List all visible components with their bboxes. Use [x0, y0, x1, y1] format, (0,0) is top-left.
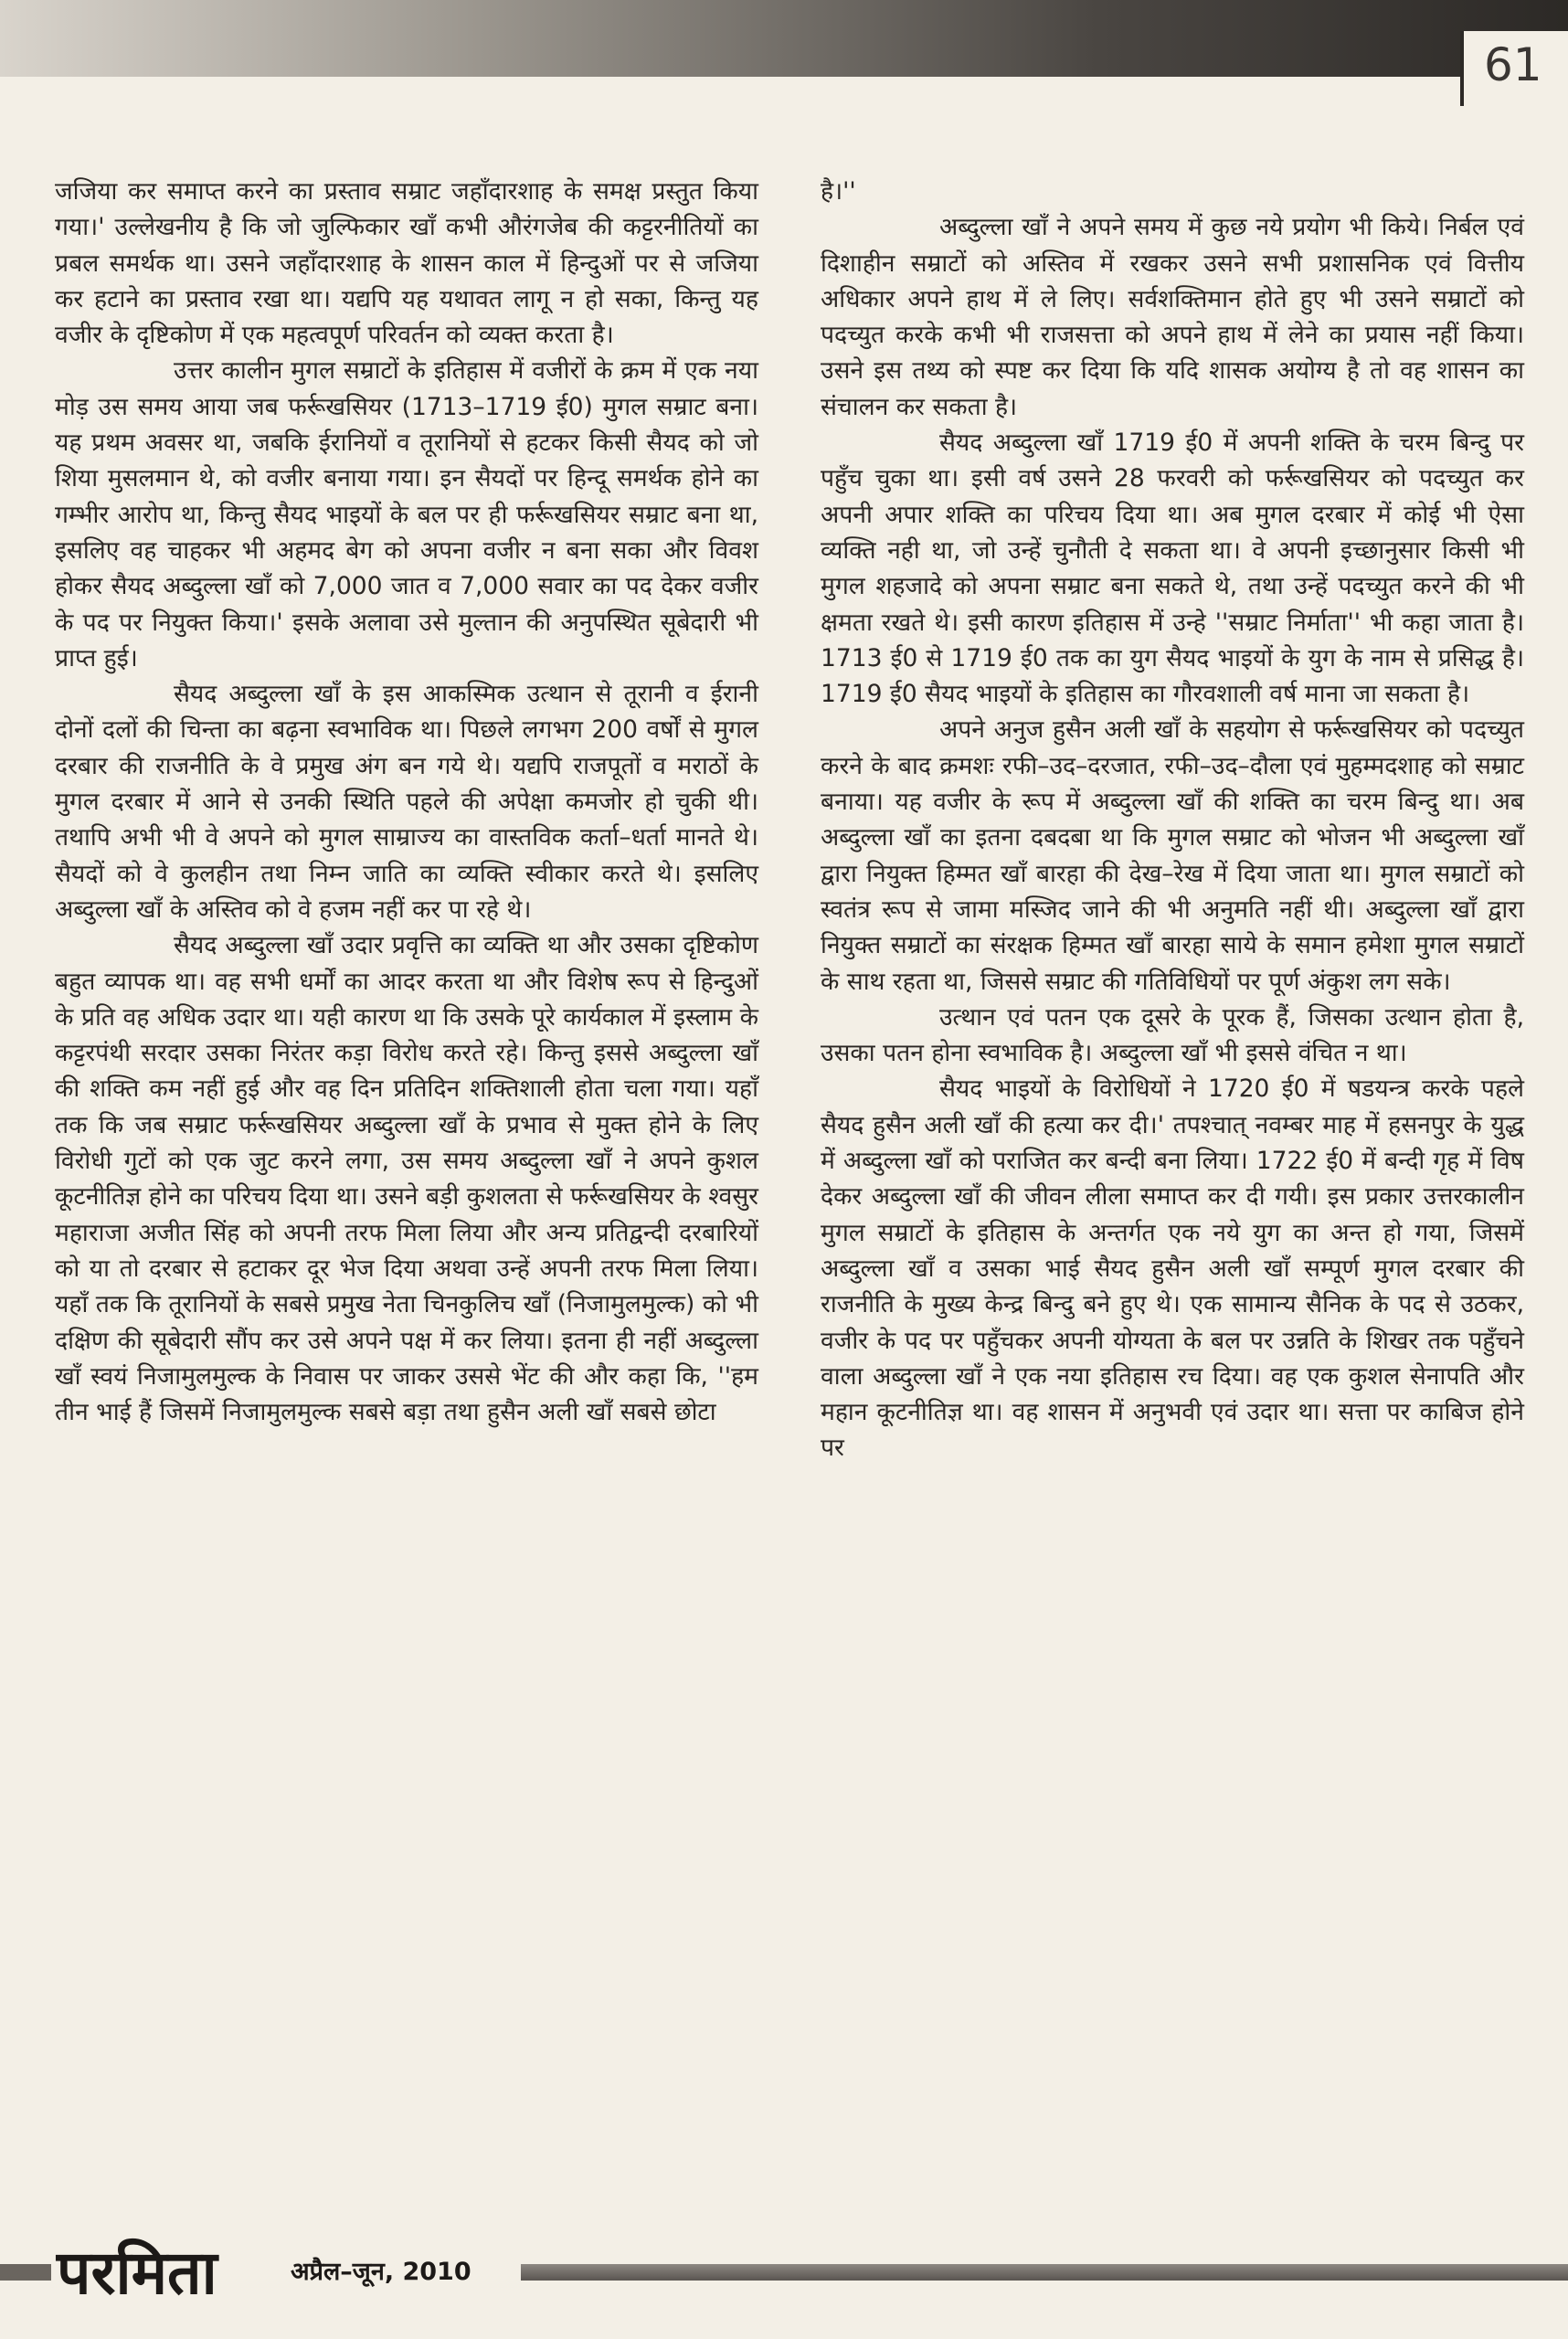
paragraph: अपने अनुज हुसैन अली खाँ के सहयोग से फर्रूखसियर को पदच्युत करने के बाद क्रमशः रफी–उद–दरजात, रफी–उद–दौला एवं मुहम्मदशाह को सम्राट बनाया। यह वजीर के रूप में अब्दुल्ला खाँ की शक्ति का चरम बिन्दु था। अब अब्दुल्ला खाँ का इतना दबदबा था कि मुगल सम्राट को भोजन भी अब्दुल्ला खाँ द्वारा नियुक्त हिम्मत खाँ बारहा की देख–रेख में दिया जाता था। मुगल सम्राटों को स्वतंत्र रूप से जामा मस्जिद जाने की भी अनुमति नहीं थी। अब्दुल्ला खाँ द्वारा नियुक्त सम्राटों का संरक्षक हिम्मत खाँ बारहा साये के समान हमेशा मुगल सम्राटों के साथ रहता था, जिससे सम्राट की गतिविधियों पर पूर्ण अंकुश लग सके।: [821, 715, 1524, 996]
journal-masthead: परमिता: [57, 2238, 217, 2308]
paragraph: सैयद भाइयों के विरोधियों ने 1720 ई0 में षडयन्त्र करके पहले सैयद हुसैन अली खाँ की हत्या कर दी।' तपश्चात् नवम्बर माह में हसनपुर के युद्ध में अब्दुल्ला खाँ को पराजित कर बन्दी बना लिया। 1722 ई0 में बन्दी गृह में विष देकर अब्दुल्ला खाँ की जीवन लीला समाप्त कर दी गयी। इस प्रकार उत्तरकालीन मुगल सम्राटों के इतिहास के अन्तर्गत एक नये युग का अन्त हो गया, जिसमें अब्दुल्ला खाँ व उसका भाई सैयद हुसैन अली खाँ सम्पूर्ण मुगल दरबार की राजनीति के मुख्य केन्द्र बिन्दु बने हुए थे। एक सामान्य सैनिक के पद से उठकर, वजीर के पद पर पहुँचकर अपनी योग्यता के बल पर उन्नति के शिखर तक पहुँचने वाला अब्दुल्ला खाँ ने एक नया इतिहास रच दिया। वह एक कुशल सेनापति और महान कूटनीतिज्ञ था। वह शासन में अनुभवी एवं उदार था। सत्ता पर काबिज होने पर: [821, 1074, 1524, 1463]
paragraph: उत्तर कालीन मुगल सम्राटों के इतिहास में वजीरों के क्रम में एक नया मोड़ उस समय आया जब फर्रूखसियर (1713–1719 ई0) मुगल सम्राट बना। यह प्रथम अवसर था, जबकि ईरानियों व तूरानियों से हटकर किसी सैयद को जो शिया मुसलमान थे, को वजीर बनाया गया। इन सैयदों पर हिन्दू समर्थक होने का गम्भीर आरोप था, किन्तु सैयद भाइयों के बल पर ही फर्रूखसियर सम्राट बना था, इसलिए वह चाहकर भी अहमद बेग को अपना वजीर न बना सका और विवश होकर सैयद अब्दुल्ला खाँ को 7,000 जात व 7,000 सवार का पद देकर वजीर के पद पर नियुक्त किया।' इसके अलावा उसे मुल्तान की अनुपस्थित सूबेदारी भी प्राप्त हुई।: [55, 356, 758, 672]
issue-date: अप्रैल–जून, 2010: [291, 2258, 471, 2286]
left-column: [55, 174, 758, 1430]
page-number: 61: [1484, 38, 1542, 91]
paragraph: है।'': [821, 177, 856, 206]
paragraph: सैयद अब्दुल्ला खाँ 1719 ई0 में अपनी शक्ति के चरम बिन्दु पर पहुँच चुका था। इसी वर्ष उसने 28 फरवरी को फर्रूखसियर को पदच्युत कर अपनी अपार शक्ति का परिचय दिया था। अब मुगल दरबार में कोई भी ऐसा व्यक्ति नही था, जो उन्हें चुनौती दे सकता था। वे अपनी इच्छानुसार किसी भी मुगल शहजादे को अपना सम्राट बना सकते थे, तथा उन्हें पदच्युत करने की भी क्षमता रखते थे। इसी कारण इतिहास में उन्हे ''सम्राट निर्माता'' भी कहा जाता है। 1713 ई0 से 1719 ई0 तक का युग सैयद भाइयों के युग के नाम से प्रसिद्ध है। 1719 ई0 सैयद भाइयों के इतिहास का गौरवशाली वर्ष माना जा सकता है।: [821, 429, 1524, 709]
right-column: [821, 174, 1524, 1466]
footer-rule-left: [0, 2264, 51, 2281]
page-number-box: [1460, 31, 1568, 106]
header-band: [0, 0, 1568, 77]
paragraph: सैयद अब्दुल्ला खाँ के इस आकस्मिक उत्थान से तूरानी व ईरानी दोनों दलों की चिन्ता का बढ़ना स्वभाविक था। पिछले लगभग 200 वर्षों से मुगल दरबार की राजनीति के वे प्रमुख अंग बन गये थे। यद्यपि राजपूतों व मराठों के मुगल दरबार में आने से उनकी स्थिति पहले की अपेक्षा कमजोर हो चुकी थी। तथापि अभी भी वे अपने को मुगल साम्राज्य का वास्तविक कर्ता–धर्ता मानते थे। सैयदों को वे कुलहीन तथा निम्न जाति का व्यक्ति स्वीकार करते थे। इसलिए अब्दुल्ला खाँ के अस्तिव को वे हजम नहीं कर पा रहे थे।: [55, 680, 758, 924]
paragraph: अब्दुल्ला खाँ ने अपने समय में कुछ नये प्रयोग भी किये। निर्बल एवं दिशाहीन सम्राटों को अस्तिव में रखकर उसने सभी प्रशासनिक एवं वित्तीय अधिकार अपने हाथ में ले लिए। सर्वशक्तिमान होते हुए भी उसने सम्राटों को पदच्युत करके कभी भी राजसत्ता को अपने हाथ में लेने का प्रयास नहीं किया। उसने इस तथ्य को स्पष्ट कर दिया कि यदि शासक अयोग्य है तो वह शासन का संचालन कर सकता है।: [821, 213, 1524, 421]
paragraph: उत्थान एवं पतन एक दूसरे के पूरक हैं, जिसका उत्थान होता है, उसका पतन होना स्वभाविक है। अब्दुल्ला खाँ भी इससे वंचित न था।: [821, 1002, 1524, 1068]
paragraph: जजिया कर समाप्त करने का प्रस्ताव सम्राट जहाँदारशाह के समक्ष प्रस्तुत किया गया।' उल्लेखनीय है कि जो जुल्फिकार खाँ कभी औरंगजेब की कट्टरनीतियों का प्रबल समर्थक था। उसने जहाँदारशाह के शासन काल में हिन्दुओं पर से जजिया कर हटाने का प्रस्ताव रखा था। यद्यपि यह यथावत लागू न हो सका, किन्तु यह वजीर के दृष्टिकोण में एक महत्वपूर्ण परिवर्तन को व्यक्त करता है।: [55, 177, 758, 350]
paragraph: सैयद अब्दुल्ला खाँ उदार प्रवृत्ति का व्यक्ति था और उसका दृष्टिकोण बहुत व्यापक था। वह सभी धर्मों का आदर करता था और विशेष रूप से हिन्दुओं के प्रति वह अधिक उदार था। यही कारण था कि उसके पूरे कार्यकाल में इस्लाम के कट्टरपंथी सरदार उसका निरंतर कड़ा विरोध करते रहे। किन्तु इससे अब्दुल्ला खाँ की शक्ति कम नहीं हुई और वह दिन प्रतिदिन शक्तिशाली होता चला गया। यहाँ तक कि जब सम्राट फर्रूखसियर अब्दुल्ला खाँ के प्रभाव से मुक्त होने के लिए विरोधी गुटों को एक जुट करने लगा, उस समय अब्दुल्ला खाँ ने अपने कुशल कूटनीतिज्ञ होने का परिचय दिया था। उसने बड़ी कुशलता से फर्रूखसियर के श्वसुर महाराजा अजीत सिंह को अपनी तरफ मिला लिया और अन्य प्रतिद्वन्दी दरबारियों को या तो दरबार से हटाकर दूर भेज दिया अथवा उन्हें अपनी तरफ मिला लिया। यहाँ तक कि तूरानियों के सबसे प्रमुख नेता चिनकुलिच खाँ (निजामुलमुल्क) को भी दक्षिण की सूबेदारी सौंप कर उसे अपने पक्ष में कर लिया। इतना ही नहीं अब्दुल्ला खाँ स्वयं निजामुलमुल्क के निवास पर जाकर उससे भेंट की और कहा कि, ''हम तीन भाई हैं जिसमें निजामुलमुल्क सबसे बड़ा तथा हुसैन अली खाँ सबसे छोटा: [55, 931, 758, 1427]
